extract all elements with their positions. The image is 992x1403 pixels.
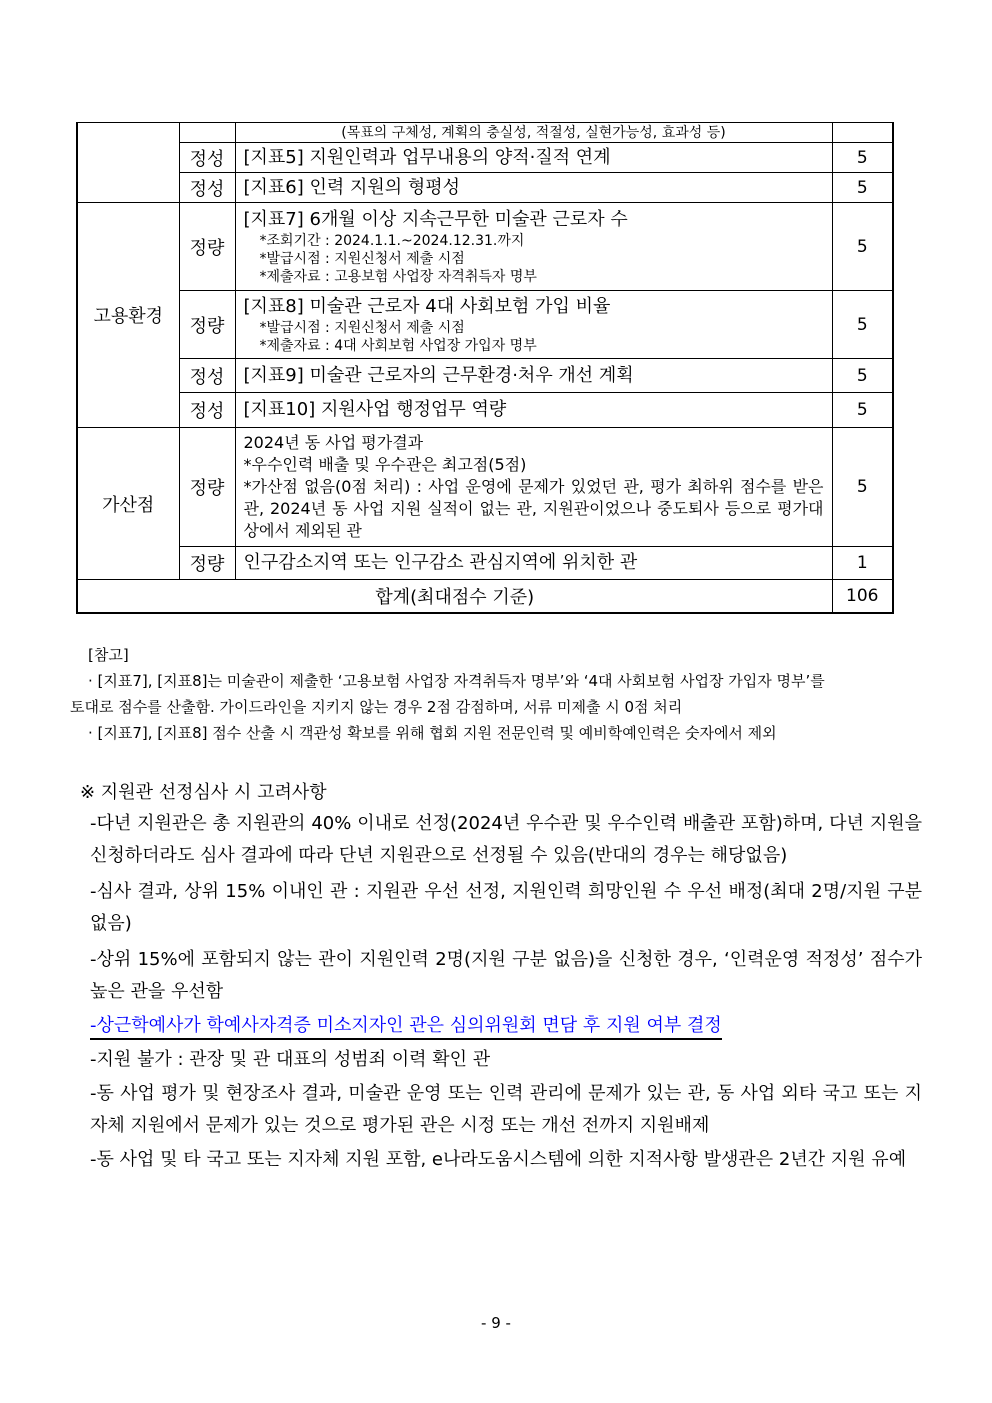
type-cell: 정량 bbox=[179, 428, 235, 547]
consideration-item: -동 사업 평가 및 현장조사 결과, 미술관 운영 또는 인력 관리에 문제가 있는 관, 동 사업 외타 국고 또는 지자체 지원에서 문제가 있는 것으로 평가된 관은 시정 또는 개선 전까지 지원배제 bbox=[90, 1083, 922, 1136]
type-cell: 정량 bbox=[179, 203, 235, 291]
highlighted-text: -상근학예사가 학예사자격증 미소지자인 관은 심의위원회 면담 후 지원 여부 결정 bbox=[90, 1015, 722, 1040]
indicator-label: 2024년 동 사업 평가결과 bbox=[243, 433, 424, 452]
indicator-label: [지표10] 지원사업 행정업무 역량 bbox=[243, 399, 507, 420]
indicator-cell bbox=[235, 547, 832, 580]
total-label: 합계(최대점수 기준) bbox=[77, 580, 832, 613]
score-cell: 5 bbox=[832, 393, 893, 428]
indicator-cell bbox=[235, 173, 832, 203]
indicator-detail: *제출자료 : 고용보험 사업장 자격취득자 명부 bbox=[259, 268, 537, 285]
table-row bbox=[77, 359, 893, 393]
reference-section bbox=[70, 642, 926, 746]
table-row bbox=[77, 123, 893, 143]
score-cell: 5 bbox=[832, 428, 893, 547]
table-row bbox=[77, 173, 893, 203]
type-cell: 정성 bbox=[179, 393, 235, 428]
indicator-detail: *가산점 없음(0점 처리) : 사업 운영에 문제가 있었던 관, 평가 최하위 점수를 받은 관, 2024년 동 사업 지원 실적이 없는 관, 지원관이었으나 중도퇴사 등으로 평가대상에서 제외된 관 bbox=[243, 477, 824, 540]
consideration-item: -상위 15%에 포함되지 않는 관이 지원인력 2명(지원 구분 없음)을 신청한 경우, ‘인력운영 적정성’ 점수가 높은 관을 우선함 bbox=[90, 949, 922, 1002]
table-row bbox=[77, 203, 893, 291]
indicator-label: [지표7] 6개월 이상 지속근무한 미술관 근로자 수 bbox=[243, 208, 628, 230]
consideration-item: -심사 결과, 상위 15% 이내인 관 : 지원관 우선 선정, 지원인력 희망인원 수 우선 배정(최대 2명/지원 구분 없음) bbox=[90, 881, 922, 934]
indicator-detail: *우수인력 배출 및 우수관은 최고점(5점) bbox=[243, 455, 527, 474]
score-cell: 5 bbox=[832, 203, 893, 291]
score-cell: 5 bbox=[832, 359, 893, 393]
category-cell-bonus: 가산점 bbox=[77, 428, 179, 580]
indicator-cell bbox=[235, 428, 832, 547]
consideration-item: -지원 불가 : 관장 및 관 대표의 성범죄 이력 확인 관 bbox=[90, 1049, 491, 1070]
indicator-cell bbox=[235, 393, 832, 428]
evaluation-score-table bbox=[76, 122, 894, 614]
score-cell: 5 bbox=[832, 143, 893, 173]
type-cell: 정성 bbox=[179, 173, 235, 203]
type-cell: 정량 bbox=[179, 547, 235, 580]
type-cell: 정량 bbox=[179, 291, 235, 359]
reference-item-continued: 토대로 점수를 산출함. 가이드라인을 지키지 않는 경우 2점 감점하며, 서류 미제출 시 0점 처리 bbox=[70, 698, 683, 716]
considerations-section bbox=[80, 778, 922, 1178]
reference-title: [참고] bbox=[88, 646, 129, 664]
table-row bbox=[77, 393, 893, 428]
score-cell bbox=[832, 123, 893, 143]
indicator-label: [지표6] 인력 지원의 형평성 bbox=[243, 176, 461, 198]
indicator-detail: *조회기간 : 2024.1.1.~2024.12.31.까지 bbox=[259, 232, 525, 249]
table-total-row bbox=[77, 580, 893, 613]
indicator-label: 인구감소지역 또는 인구감소 관심지역에 위치한 관 bbox=[243, 552, 638, 573]
type-cell: 정성 bbox=[179, 359, 235, 393]
consideration-item-highlighted bbox=[80, 1010, 922, 1042]
indicator-cell bbox=[235, 291, 832, 359]
reference-item: · [지표7], [지표8]는 미술관이 제출한 ‘고용보험 사업장 자격취득자 명부’와 ‘4대 사회보험 사업장 가입자 명부’를 bbox=[88, 672, 825, 690]
considerations-title: ※ 지원관 선정심사 시 고려사항 bbox=[80, 782, 327, 803]
table-row bbox=[77, 143, 893, 173]
score-cell: 1 bbox=[832, 547, 893, 580]
indicator-cell bbox=[235, 359, 832, 393]
consideration-item: -동 사업 및 타 국고 또는 지자체 지원 포함, e나라도움시스템에 의한 지적사항 발생관은 2년간 지원 유예 bbox=[90, 1149, 907, 1170]
table-row bbox=[77, 428, 893, 547]
indicator-detail: *제출자료 : 4대 사회보험 사업장 가입자 명부 bbox=[259, 337, 537, 354]
type-cell bbox=[179, 123, 235, 143]
criteria-note: (목표의 구체성, 계획의 충실성, 적절성, 실현가능성, 효과성 등) bbox=[235, 123, 832, 143]
indicator-detail: *발급시점 : 지원신청서 제출 시점 bbox=[259, 250, 465, 267]
indicator-label: [지표8] 미술관 근로자 4대 사회보험 가입 비율 bbox=[243, 295, 611, 317]
table-row bbox=[77, 291, 893, 359]
indicator-detail: *발급시점 : 지원신청서 제출 시점 bbox=[259, 319, 465, 336]
consideration-item: -다년 지원관은 총 지원관의 40% 이내로 선정(2024년 우수관 및 우수인력 배출관 포함)하며, 다년 지원을 신청하더라도 심사 결과에 따라 단년 지원관으로 선정될 수 있음(반대의 경우는 해당없음) bbox=[90, 813, 922, 866]
reference-item: · [지표7], [지표8] 점수 산출 시 객관성 확보를 위해 협회 지원 전문인력 및 예비학예인력은 숫자에서 제외 bbox=[88, 724, 777, 742]
indicator-cell bbox=[235, 143, 832, 173]
score-cell: 5 bbox=[832, 173, 893, 203]
table-row bbox=[77, 547, 893, 580]
page-number: - 9 - bbox=[481, 1314, 511, 1332]
indicator-label: [지표9] 미술관 근로자의 근무환경·처우 개선 계획 bbox=[243, 364, 634, 386]
score-cell: 5 bbox=[832, 291, 893, 359]
type-cell: 정성 bbox=[179, 143, 235, 173]
indicator-cell bbox=[235, 203, 832, 291]
indicator-label: [지표5] 지원인력과 업무내용의 양적·질적 연계 bbox=[243, 146, 611, 168]
category-cell-continued bbox=[77, 123, 179, 203]
total-score: 106 bbox=[832, 580, 893, 613]
category-cell-employment: 고용환경 bbox=[77, 203, 179, 428]
